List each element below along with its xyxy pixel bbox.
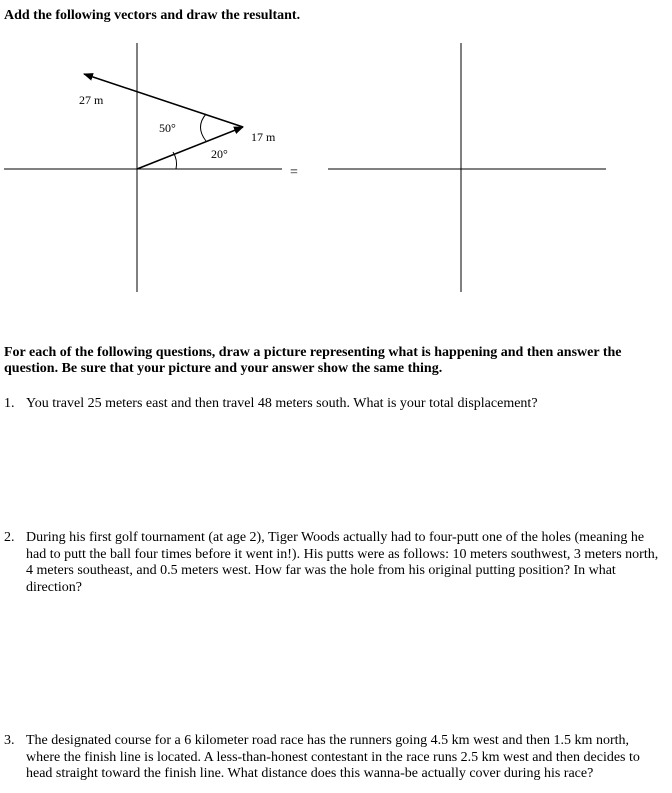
- question-number: 1.: [4, 396, 15, 411]
- question-number: 3.: [4, 733, 15, 748]
- question-2: [4, 530, 664, 596]
- question-3: [4, 733, 664, 783]
- question-text: During his first golf tournament (at age 2), Tiger Woods actually had to four-putt one of the holes (meaning he had to putt the ball four times before it went in!). His putts were as follows: 10 meters southwest, 3 meters north, 4 meters southeast, and 0.5 meters west. How far was the hole from his original putting position? In what direction?: [26, 530, 659, 595]
- instructions: For each of the following questions, draw a picture representing what is happening and then answer the question. Be sure that your picture and your answer show the same thing.: [4, 345, 622, 376]
- question-1: [4, 396, 664, 413]
- label-27m: 27 m: [79, 93, 104, 107]
- angle-50-label: 50°: [159, 121, 176, 135]
- vector-diagram: [0, 0, 672, 300]
- question-text: The designated course for a 6 kilometer road race has the runners going 4.5 km west and then 1.5 km north, where the finish line is located. A less-than-honest contestant in the race runs 2.5 km west and then decides to head straight toward the finish line. What distance does this wanna-be actually cover during his race?: [26, 733, 640, 781]
- angle-50-arc: [201, 114, 207, 141]
- question-number: 2.: [4, 530, 15, 545]
- question-text: You travel 25 meters east and then travel 48 meters south. What is your total displacement?: [26, 396, 538, 411]
- label-17m: 17 m: [251, 130, 276, 144]
- angle-20-label: 20°: [211, 147, 228, 161]
- worksheet-heading: Add the following vectors and draw the resultant.: [4, 8, 301, 23]
- equals-sign: =: [290, 165, 298, 180]
- vector-27m-arrow: [84, 74, 243, 127]
